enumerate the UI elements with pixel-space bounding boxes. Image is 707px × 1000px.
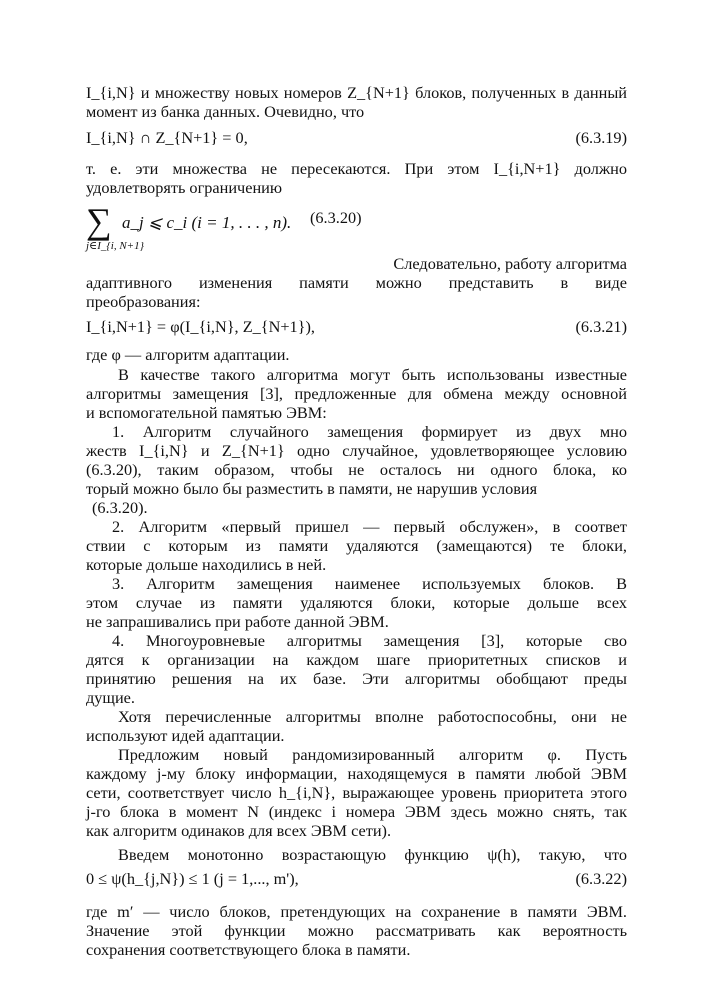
text-line: каждому j-му блоку информации, находящемуся в памяти любой ЭВМ xyxy=(86,764,627,783)
text-line: 2. Алгоритм «первый пришел — первый обслужен», в соответ xyxy=(112,517,627,536)
text-line: жеств I_{i,N} и Z_{N+1} одно случайное, удовлетворяющее условию xyxy=(86,441,627,460)
text-line: сохранения соответствующего блока в памяти. xyxy=(86,940,411,959)
text-line: В качестве такого алгоритма могут быть использованы известные xyxy=(118,365,627,384)
equation-6-3-19: I_{i,N} ∩ Z_{N+1} = 0, xyxy=(86,128,248,147)
text-line: преобразования: xyxy=(86,292,201,311)
text-line: где φ — алгоритм адаптации. xyxy=(86,345,290,364)
text-line: I_{i,N} и множеству новых номеров Z_{N+1} блоков, полученных в данный xyxy=(86,83,627,102)
text-line: 4. Многоуровневые алгоритмы замещения [3], которые сво xyxy=(112,631,627,650)
equation-number: (6.3.20) xyxy=(310,208,362,227)
text-line: где m′ — число блоков, претендующих на сохранение в памяти ЭВМ. xyxy=(86,902,627,921)
text-line: принятию решения на их базе. Эти алгоритмы обобщают преды xyxy=(86,669,627,688)
equation-6-3-21: I_{i,N+1} = φ(I_{i,N}, Z_{N+1}), xyxy=(86,317,315,336)
text-line: не запрашивались при работе данной ЭВМ. xyxy=(86,612,389,631)
text-line: и вспомогательной памятью ЭВМ: xyxy=(86,403,327,422)
text-line: Хотя перечисленные алгоритмы вполне работоспособны, они не xyxy=(118,707,627,726)
text-line: дятся к организации на каждом шаге приоритетных списков и xyxy=(86,650,627,669)
text-line: дущие. xyxy=(86,688,135,707)
text-line: торый можно было бы разместить в памяти, не нарушив условия xyxy=(86,479,538,498)
equation-number: (6.3.21) xyxy=(575,317,627,336)
text-line: ствии с которым из памяти удаляются (замещаются) те блоки, xyxy=(86,536,627,555)
summation-body: a_j ⩽ c_i (i = 1, . . . , n). xyxy=(122,213,292,232)
text-line: удовлетворять ограничению xyxy=(86,178,283,197)
text-line: т. е. эти множества не пересекаются. При этом I_{i,N+1} должно xyxy=(86,159,627,178)
text-line: которые дольше находились в ней. xyxy=(86,555,327,574)
text-line: адаптивного изменения памяти можно представить в виде xyxy=(86,273,627,292)
text-line: алгоритмы замещения [3], предложенные для обмена между основной xyxy=(86,384,627,403)
text-line: Введем монотонно возрастающую функцию ψ(h), такую, что xyxy=(118,845,627,864)
equation-number: (6.3.19) xyxy=(575,128,627,147)
summation-index: j∈I_{i, N+1} xyxy=(86,240,144,252)
text-line: (6.3.20), таким образом, чтобы не осталось ни одного блока, ко xyxy=(86,460,627,479)
text-line: момент из банка данных. Очевидно, что xyxy=(86,102,365,121)
text-line: этом случае из памяти удаляются блоки, которые дольше всех xyxy=(86,593,627,612)
text-line: 3. Алгоритм замещения наименее используемых блоков. В xyxy=(112,574,627,593)
equation-number: (6.3.22) xyxy=(575,869,627,888)
text-line: Значение этой функции можно рассматривать как вероятность xyxy=(86,921,627,940)
text-line: (6.3.20). xyxy=(92,498,148,517)
equation-6-3-22: 0 ≤ ψ(h_{j,N}) ≤ 1 (j = 1,..., m'), xyxy=(86,869,299,888)
text-line: 1. Алгоритм случайного замещения формирует из двух мно xyxy=(112,422,627,441)
text-line: как алгоритм одинаков для всех ЭВМ сети). xyxy=(86,821,392,840)
text-line: Предложим новый рандомизированный алгоритм φ. Пусть xyxy=(118,745,627,764)
text-line: j-го блока в момент N (индекс i номера ЭВМ здесь можно снять, так xyxy=(86,802,627,821)
summation-sign: ∑ xyxy=(86,201,112,241)
equation-6-3-20 xyxy=(86,201,406,257)
text-line: сети, соответствует число h_{i,N}, выражающее уровень приоритета этого xyxy=(86,783,627,802)
text-line: Следовательно, работу алгоритма xyxy=(393,254,627,273)
text-line: используют идей адаптации. xyxy=(86,726,285,745)
